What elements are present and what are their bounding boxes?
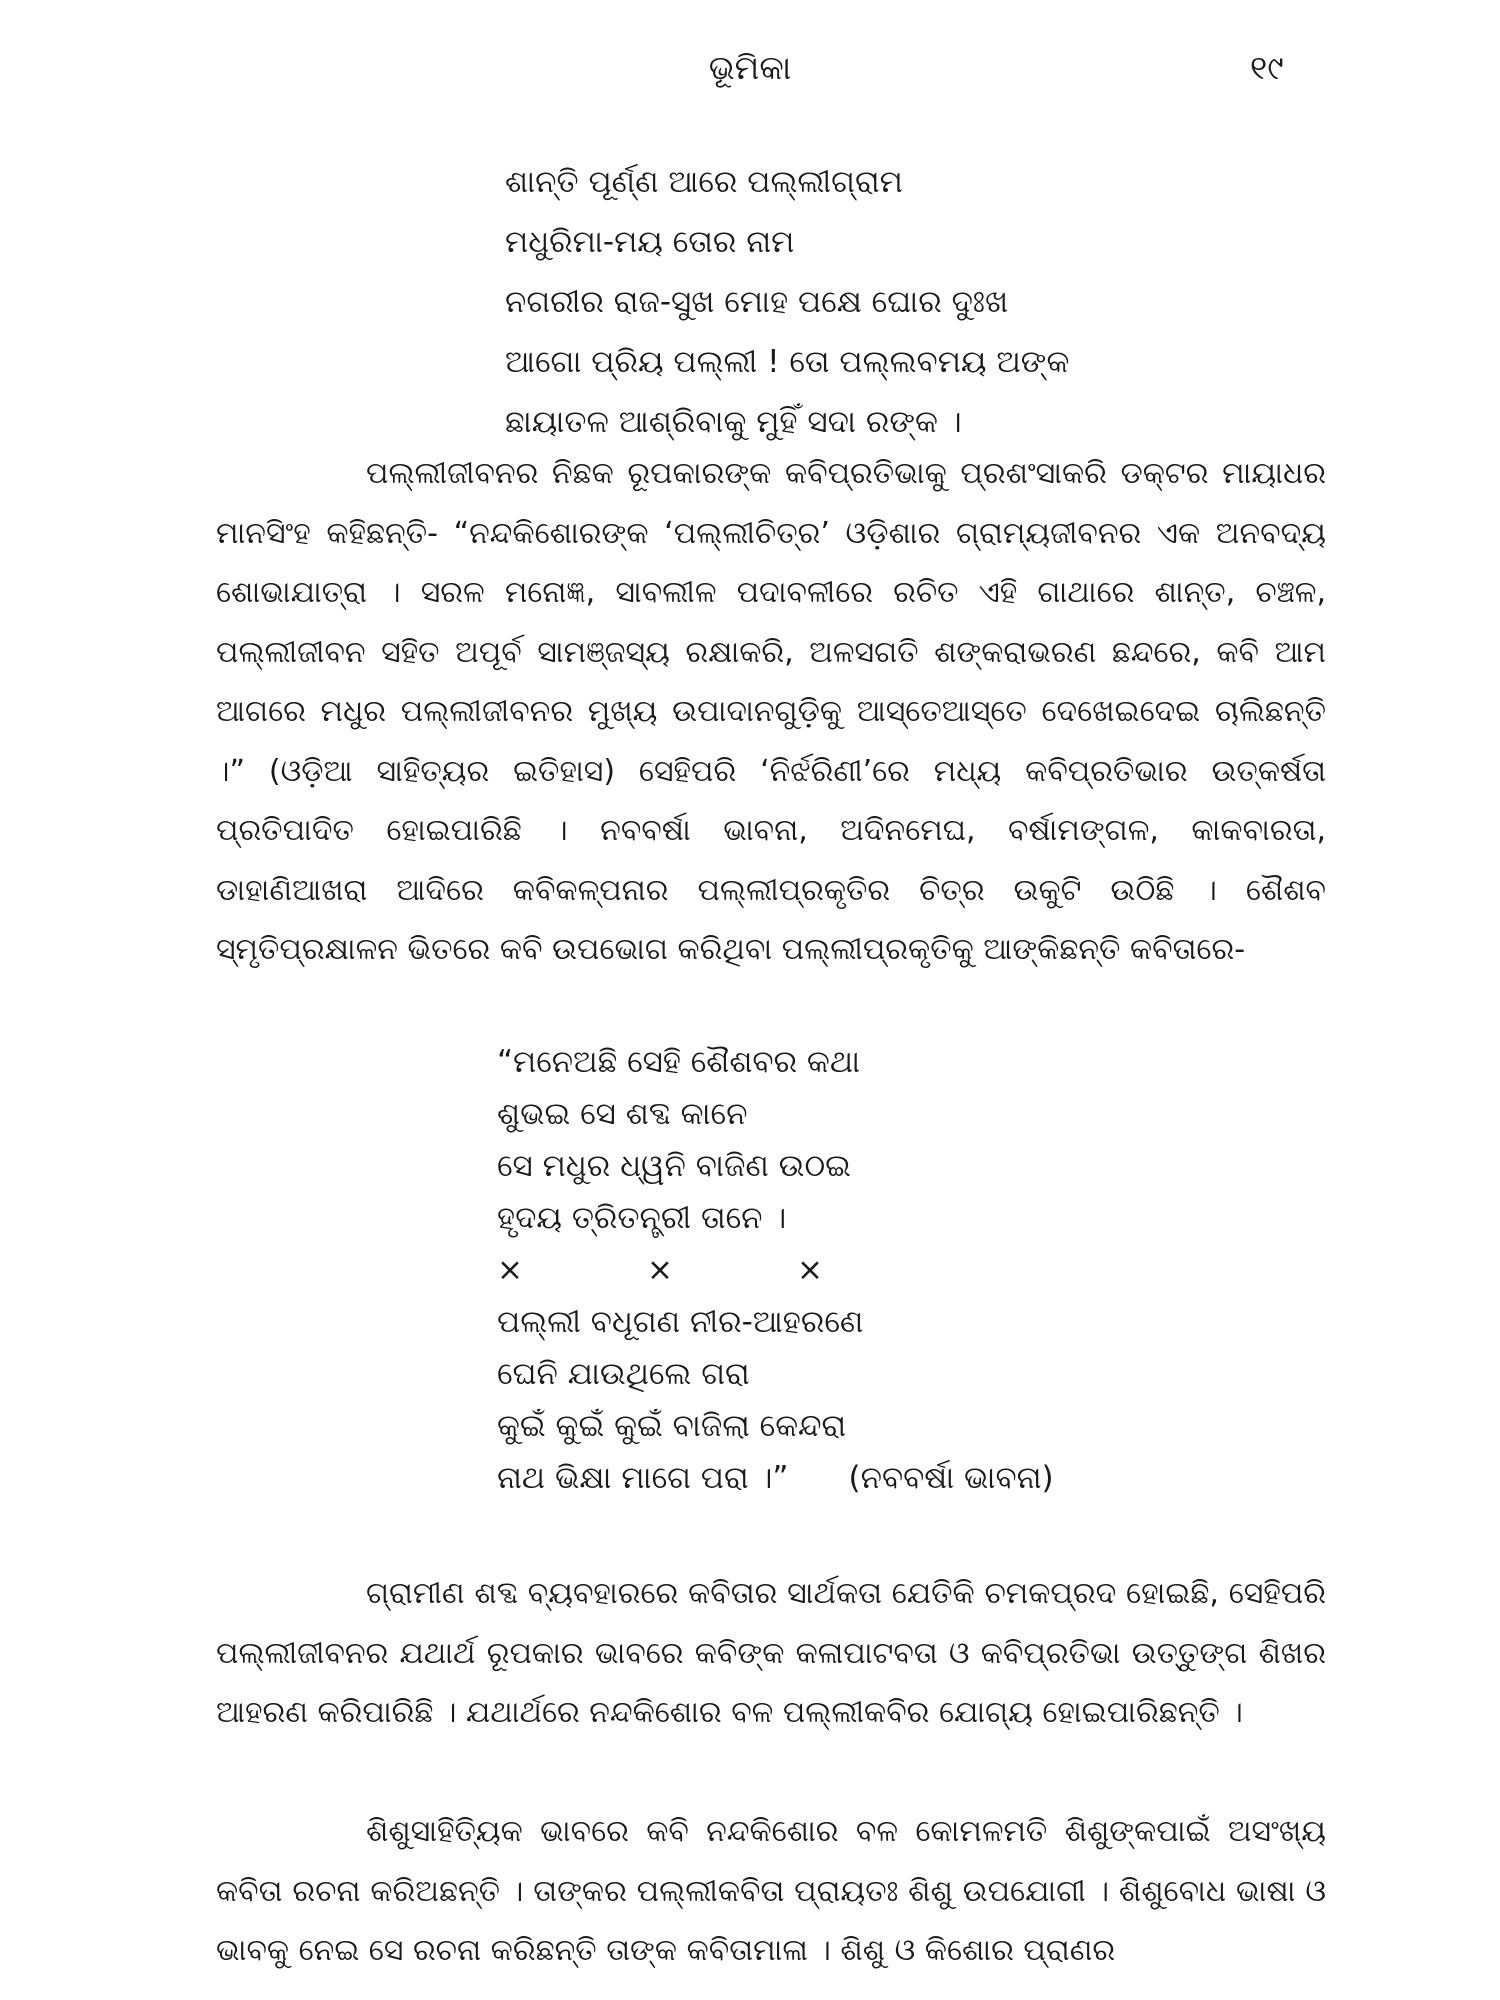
verse-separator — [497, 1244, 1054, 1296]
separator-mark: × — [497, 1252, 523, 1288]
verse-block-1 — [505, 152, 1069, 452]
verse-line: ଆଗୋ ପ୍ରିୟ ପଲ୍ଲୀ ! ତୋ ପଲ୍ଲବମୟ ଅଙ୍କ — [505, 344, 1070, 380]
paragraph-text: ଗ୍ରାମୀଣ ଶବ୍ଦ ବ୍ୟବହାରରେ କବିତାର ସାର୍ଥକତା ଯେତିକି ଚମକପ୍ରଦ ହୋଇଛି, ସେହିପରି ପଲ୍ଲୀଜୀବନର ଯଥାର୍ଥ ରୂପକାର ଭାବରେ କବିଙ୍କ କଳାପାଟବତା ଓ କବିପ୍ରତିଭା ଉତ୍ତୁଙ୍ଗ ଶିଖର ଆହରଣ କରିପାରିଛି । ଯଥାର୍ଥରେ ନନ୍ଦକିଶୋର ବଳ ପଲ୍ଲୀକବିର ଯୋଗ୍ୟ ହୋଇପାରିଛନ୍ତି । — [216, 1576, 1326, 1730]
paragraph-text: ପଲ୍ଲୀଜୀବନର ନିଛକ ରୂପକାରଙ୍କ କବିପ୍ରତିଭାକୁ ପ୍ରଶଂସାକରି ଡକ୍ଟର ମାୟାଧର ମାନସିଂହ କହିଛନ୍ତି- “ନନ୍ଦକିଶୋରଙ୍କ ‘ପଲ୍ଲୀଚିତ୍ର’ ଓଡ଼ିଶାର ଗ୍ରାମ୍ୟଜୀବନର ଏକ ଅନବଦ୍ୟ ଶୋଭାଯାତ୍ରା । ସରଳ ମନୋଜ୍ଞ, ସାବଲୀଳ ପଦାବଳୀରେ ରଚିତ ଏହି ଗାଥାରେ ଶାନ୍ତ, ଚଞ୍ଚଳ, ପଲ୍ଲୀଜୀବନ ସହିତ ଅପୂର୍ବ ସାମଞ୍ଜସ୍ୟ ରକ୍ଷାକରି, ଅଳସଗତି ଶଙ୍କରାଭରଣ ଛନ୍ଦରେ, କବି ଆମ ଆଗରେ ମଧୁର ପଲ୍ଲୀଜୀବନର ମୁଖ୍ୟ ଉପାଦାନଗୁଡ଼ିକୁ ଆସ୍ତେଆସ୍ତେ ଦେଖେଇଦେଇ ଚାଲିଛନ୍ତି ।” (ଓଡ଼ିଆ ସାହିତ୍ୟର ଇତିହାସ) ସେହିପରି ‘ନିର୍ଝରିଣୀ’ରେ ମଧ୍ୟ କବିପ୍ରତିଭାର ଉତ୍କର୍ଷତା ପ୍ରତିପାଦିତ ହୋଇପାରିଛି । ନବବର୍ଷା ଭାବନା, ଅଦିନମେଘ, ବର୍ଷାମଙ୍ଗଳ, କାକବାରତା, ଡାହାଣିଆଖରା ଆଦିରେ କବିକଳ୍ପନାର ପଲ୍ଲୀପ୍ରକୃତିର ଚିତ୍ର ଉକୁଟି ଉଠିଛି । ଶୈଶବ ସ୍ମୃତିପ୍ରକ୍ଷାଳନ ଭିତରେ କବି ଉପଭୋଗ କରିଥିବା ପଲ୍ଲୀପ୍ରକୃତିକୁ ଆଙ୍କିଛନ୍ତି କବିତାରେ- — [216, 456, 1326, 967]
verse-line: ଛାୟାତଳ ଆଶ୍ରିବାକୁ ମୁହିଁ ସଦା ରଙ୍କ । — [505, 404, 962, 440]
paragraph-text: ଶିଶୁସାହିତ୍ୟିକ ଭାବରେ କବି ନନ୍ଦକିଶୋର ବଳ କୋମଳମତି ଶିଶୁଙ୍କପାଇଁ ଅସଂଖ୍ୟ କବିତା ରଚନା କରିଅଛନ୍ତି । ତାଙ୍କର ପଲ୍ଲୀକବିତା ପ୍ରାୟତଃ ଶିଶୁ ଉପଯୋଗୀ । ଶିଶୁବୋଧ ଭାଷା ଓ ଭାବକୁ ନେଇ ସେ ରଚନା କରିଛନ୍ତି ତାଙ୍କ କବିତାମାଳା । ଶିଶୁ ଓ କିଶୋର ପ୍ରାଣର — [216, 1814, 1326, 1968]
separator-mark: × — [647, 1252, 673, 1288]
verse-line: “ମନେଅଛି ସେହି ଶୈଶବର କଥା — [497, 1044, 861, 1080]
verse-line: ଶୁଭଇ ସେ ଶବ୍ଦ କାନେ — [497, 1096, 748, 1132]
verse-line: ଘେନି ଯାଉଥିଲେ ଗରା — [497, 1356, 750, 1392]
body-paragraph-2 — [216, 1564, 1326, 1743]
verse-line-with-attribution — [497, 1452, 1054, 1504]
verse-line: ନାଥ ଭିକ୍ଷା ମାଗେ ପରା ।” — [497, 1460, 789, 1496]
page-number: ୧୯ — [1250, 48, 1284, 87]
body-paragraph-1 — [216, 444, 1326, 980]
verse-line: ପଲ୍ଲୀ ବଧୂଗଣ ନୀର-ଆହରଣେ — [497, 1304, 864, 1340]
verse-line: ସେ ମଧୁର ଧ୍ୱନି ବାଜିଣ ଉଠଇ — [497, 1148, 851, 1184]
verse-line: କୁଇଁ କୁଇଁ କୁଇଁ ବାଜିଲା କେନ୍ଦରା — [497, 1408, 847, 1444]
verse-line: ନଗରୀର ରାଜ-ସୁଖ ମୋହ ପକ୍ଷେ ଘୋର ଦୁଃଖ — [505, 284, 1009, 320]
verse-attribution: (ନବବର୍ଷା ଭାବନା) — [848, 1460, 1054, 1496]
verse-line: ଶାନ୍ତି ପୂର୍ଣ୍ଣ ଆରେ ପଲ୍ଲୀଗ୍ରାମ — [505, 164, 903, 200]
body-paragraph-3 — [216, 1802, 1326, 1981]
separator-mark: × — [797, 1252, 823, 1288]
verse-line: ମଧୁରିମା-ମୟ ତୋର ନାମ — [505, 224, 795, 260]
running-header-title: ଭୂମିକା — [708, 48, 792, 87]
verse-line: ହୃଦୟ ତ୍ରିତନ୍ତ୍ରୀ ତାନେ । — [497, 1200, 787, 1236]
verse-block-2 — [497, 1036, 1054, 1504]
